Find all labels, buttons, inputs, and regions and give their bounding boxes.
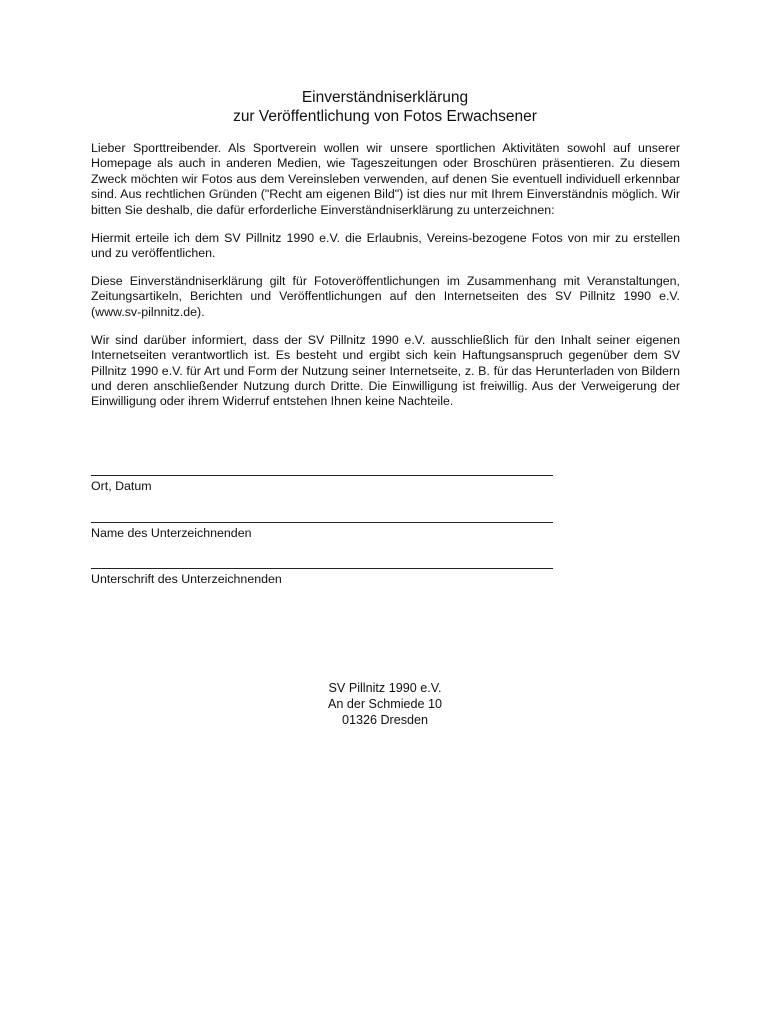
paragraph-liability: Wir sind darüber informiert, dass der SV Pillnitz 1990 e.V. ausschließlich für den Inhalt seiner eigenen Internetseiten verantwortlich ist. Es besteht und ergibt sich kein Haftungsanspruch gegenüber dem SV Pillnitz 1990 e.V. für Art und Form der Nutzung seiner Internetseite, z. B. für das Herunterladen von Bildern und deren anschließender Nutzung durch Dritte. Die Einwilligung ist freiwillig. Aus der Verweigerung der Einwilligung oder ihrem Widerruf entstehen Ihnen keine Nachteile. xyxy=(91,332,680,409)
signature-label: Unterschrift des Unterzeichnenden xyxy=(91,572,282,586)
body-text xyxy=(91,141,680,422)
document-title xyxy=(0,88,770,126)
address-footer xyxy=(0,680,770,728)
place-date-label: Ort, Datum xyxy=(91,479,152,493)
signature-field-signature xyxy=(91,568,553,587)
footer-city: 01326 Dresden xyxy=(341,713,429,727)
signature-field-place-date xyxy=(91,475,553,494)
signature-line xyxy=(91,568,553,569)
footer-street: An der Schmiede 10 xyxy=(327,697,443,711)
signature-line xyxy=(91,522,553,523)
paragraph-intro: Lieber Sporttreibender. Als Sportverein wollen wir unsere sportlichen Aktivitäten sowohl auf unserer Homepage als auch in anderen Medien, wie Tageszeitungen oder Broschüren präsentieren. Zu diesem Zweck möchten wir Fotos aus dem Vereinsleben verwenden, auf denen Sie eventuell individuell erkennbar sind. Aus rechtlichen Gründen ("Recht am eigenen Bild") ist dies nur mit Ihrem Einverständnis möglich. Wir bitten Sie deshalb, die dafür erforderliche Einverständniserklärung zu unterzeichnen: xyxy=(91,141,680,217)
paragraph-scope: Diese Einverständniserklärung gilt für Fotoveröffentlichungen im Zusammenhang mit Veranstaltungen, Zeitungsartikeln, Berichten und Veröffentlichungen auf den Internetseiten des SV Pillnitz 1990 e.V. (www.sv-pilnnitz.de). xyxy=(91,274,680,319)
title-line-2: zur Veröffentlichung von Fotos Erwachsener xyxy=(233,108,537,125)
signature-field-name xyxy=(91,522,553,541)
signature-line xyxy=(91,475,553,476)
title-line-1: Einverständniserklärung xyxy=(301,89,469,106)
paragraph-consent: Hiermit erteile ich dem SV Pillnitz 1990 e.V. die Erlaubnis, Vereins-bezogene Fotos von mir zu erstellen und zu veröffentlichen. xyxy=(91,230,680,261)
footer-org: SV Pillnitz 1990 e.V. xyxy=(328,681,442,695)
name-label: Name des Unterzeichnenden xyxy=(91,526,252,540)
